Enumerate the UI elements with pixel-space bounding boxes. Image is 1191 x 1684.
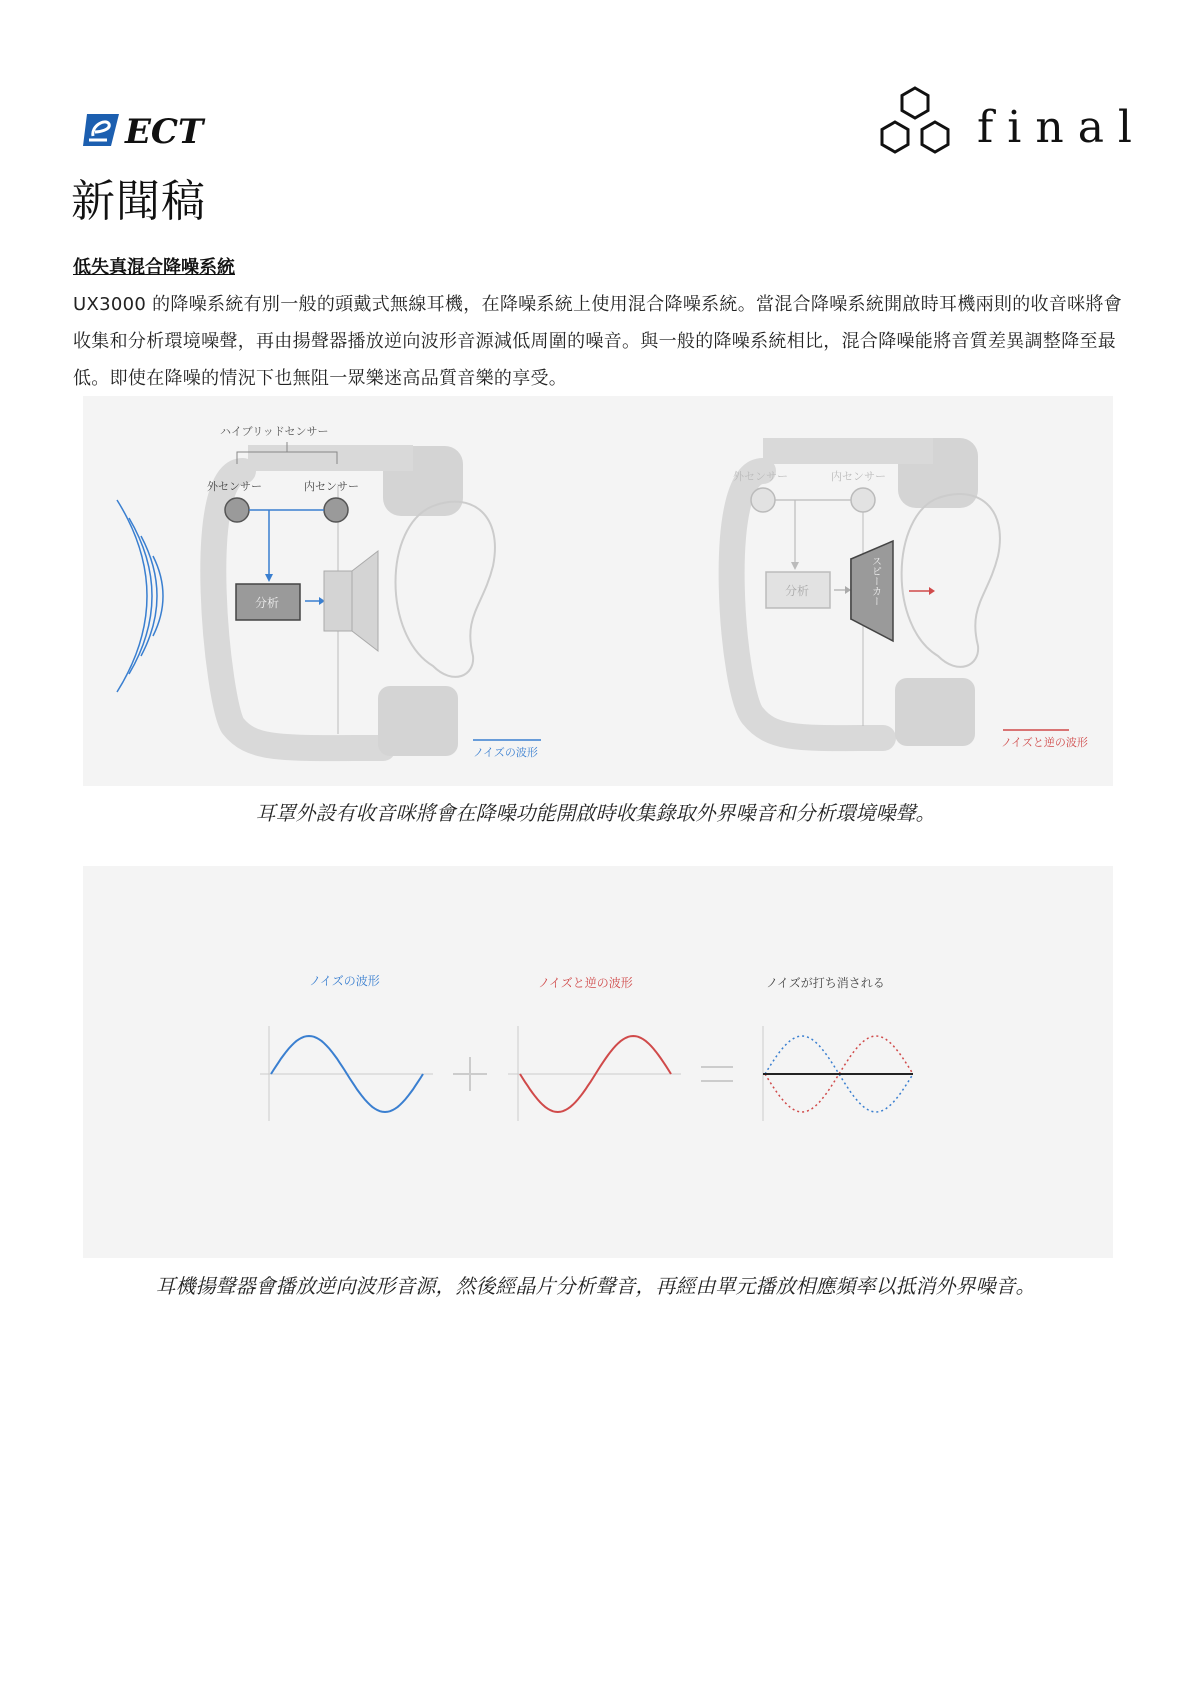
left-headphone-diagram xyxy=(117,425,541,759)
label-inner-sensor-b: 内センサー xyxy=(831,470,886,483)
document-title: 新聞稿 xyxy=(71,176,206,227)
figure-hybrid-noise-cancelling xyxy=(83,396,1113,786)
final-logo-text: final xyxy=(977,102,1132,153)
section-heading: 低失真混合降噪系統 xyxy=(73,257,235,278)
figure2-caption: 耳機揚聲器會播放逆向波形音源，然後經晶片分析聲音，再經由單元播放相應頻率以抵消外界噪音。 xyxy=(155,1274,1036,1298)
label-outer-sensor: 外センサー xyxy=(207,480,262,493)
ect-logo-text: ECT xyxy=(125,112,204,150)
ect-logo xyxy=(83,110,243,150)
label-speaker: スピーカー xyxy=(869,556,881,606)
outer-sensor-mic xyxy=(225,498,249,522)
fig2-label-cancelled: ノイズが打ち消される xyxy=(766,976,885,990)
inner-sensor-mic xyxy=(324,498,348,522)
label-analysis: 分析 xyxy=(255,596,280,610)
right-headphone-diagram xyxy=(732,438,1088,749)
final-logo xyxy=(872,84,1132,170)
figure-wave-cancellation xyxy=(83,866,1113,1258)
label-inner-sensor: 内センサー xyxy=(304,480,359,493)
label-hybrid-sensor: ハイブリッドセンサー xyxy=(220,425,329,438)
fig2-label-inverse-wave: ノイズと逆の波形 xyxy=(538,976,633,990)
label-analysis-b: 分析 xyxy=(785,584,810,598)
fig2-label-noise-wave: ノイズの波形 xyxy=(309,974,380,988)
figure1-caption: 耳罩外設有收音咪將會在降噪功能開啟時收集錄取外界噪音和分析環境噪聲。 xyxy=(255,801,936,825)
body-paragraph: UX3000 的降噪系統有別一般的頭戴式無線耳機，在降噪系統上使用混合降噪系統。當混合降噪系統開啟時耳機兩則的收音咪將會收集和分析環境噪聲，再由揚聲器播放逆向波形音源減低周圍的噪音。與一般的降噪系統相比，混合降噪能將音質差異調整降至最低。即使在降噪的情況下也無阻一眾樂迷高品質音樂的享受。 xyxy=(73,294,1123,389)
label-noise-wave: ノイズの波形 xyxy=(473,746,538,759)
label-outer-sensor-b: 外センサー xyxy=(733,470,788,483)
label-inverse-wave: ノイズと逆の波形 xyxy=(1001,736,1088,749)
